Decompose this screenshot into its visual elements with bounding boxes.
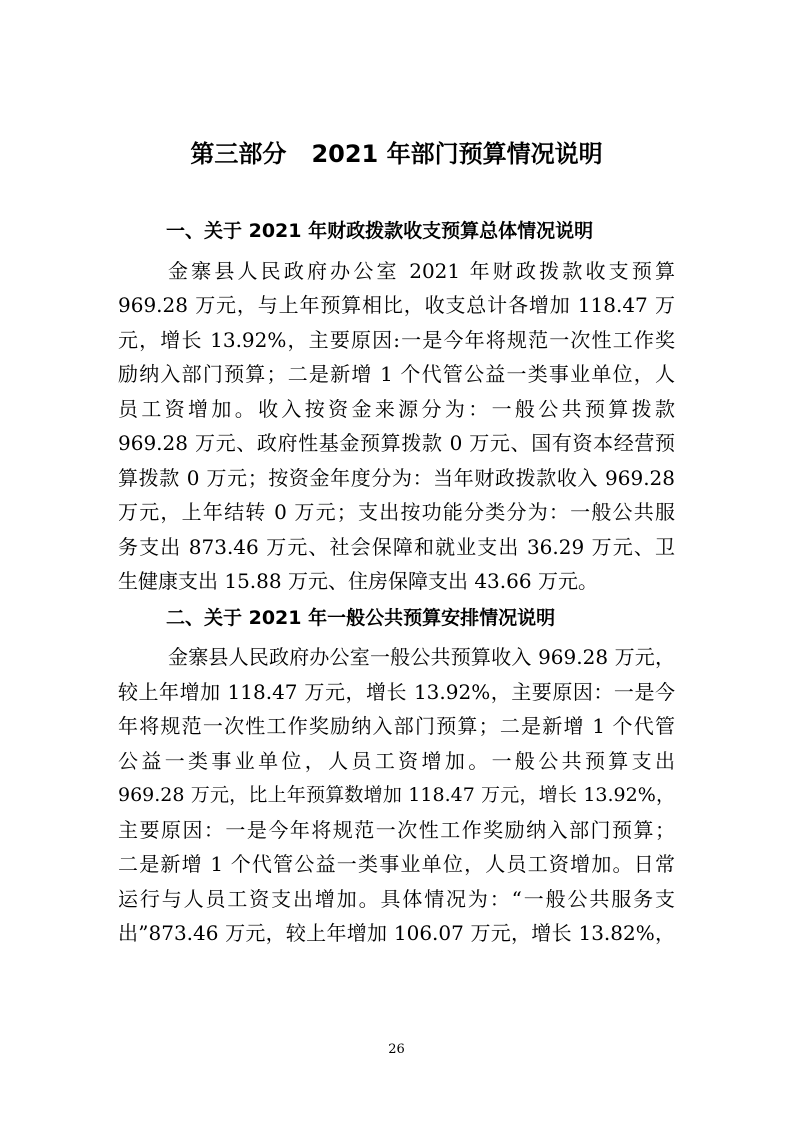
paragraph-line: 969.28 万元，与上年预算相比，收支总计各增加 118.47 万 <box>118 293 675 317</box>
paragraph-line: 969.28 万元、政府性基金预算拨款 0 万元、国有资本经营预 <box>118 431 675 455</box>
paragraph-line: 元，增长 13.92%，主要原因:一是今年将规范一次性工作奖 <box>118 328 675 352</box>
paragraph-line: 公益一类事业单位，人员工资增加。一般公共预算支出 <box>118 749 675 773</box>
section-heading-1: 一、关于 2021 年财政拨款收支预算总体情况说明 <box>166 220 594 242</box>
paragraph-line: 出”873.46 万元，较上年增加 106.07 万元，增长 13.82%， <box>118 921 675 945</box>
paragraph-line: 励纳入部门预算；二是新增 1 个代管公益一类事业单位，人 <box>118 362 675 386</box>
paragraph-line: 金寨县人民政府办公室 2021 年财政拨款收支预算 <box>168 259 675 283</box>
paragraph-line: 算拨款 0 万元；按资金年度分为：当年财政拨款收入 969.28 <box>118 466 675 490</box>
paragraph-line: 务支出 873.46 万元、社会保障和就业支出 36.29 万元、卫 <box>118 535 675 559</box>
paragraph-line: 较上年增加 118.47 万元，增长 13.92%，主要原因：一是今 <box>118 680 675 704</box>
paragraph-line: 生健康支出 15.88 万元、住房保障支出 43.66 万元。 <box>118 569 598 593</box>
paragraph-line: 万元，上年结转 0 万元；支出按功能分类分为：一般公共服 <box>118 500 675 524</box>
paragraph-line: 主要原因：一是今年将规范一次性工作奖励纳入部门预算； <box>118 818 675 842</box>
section-heading-2: 二、关于 2021 年一般公共预算安排情况说明 <box>166 607 556 629</box>
page-number: 26 <box>388 1042 405 1057</box>
paragraph-line: 969.28 万元，比上年预算数增加 118.47 万元，增长 13.92%， <box>118 784 675 806</box>
page-title: 第三部分 2021 年部门预算情况说明 <box>190 140 603 168</box>
paragraph-line: 年将规范一次性工作奖励纳入部门预算；二是新增 1 个代管 <box>118 714 675 738</box>
paragraph-line: 员工资增加。收入按资金来源分为：一般公共预算拨款 <box>118 397 675 421</box>
paragraph-line: 金寨县人民政府办公室一般公共预算收入 969.28 万元， <box>168 645 675 669</box>
paragraph-line: 运行与人员工资支出增加。具体情况为：“一般公共服务支 <box>118 887 675 911</box>
paragraph-line: 二是新增 1 个代管公益一类事业单位，人员工资增加。日常 <box>118 852 675 876</box>
